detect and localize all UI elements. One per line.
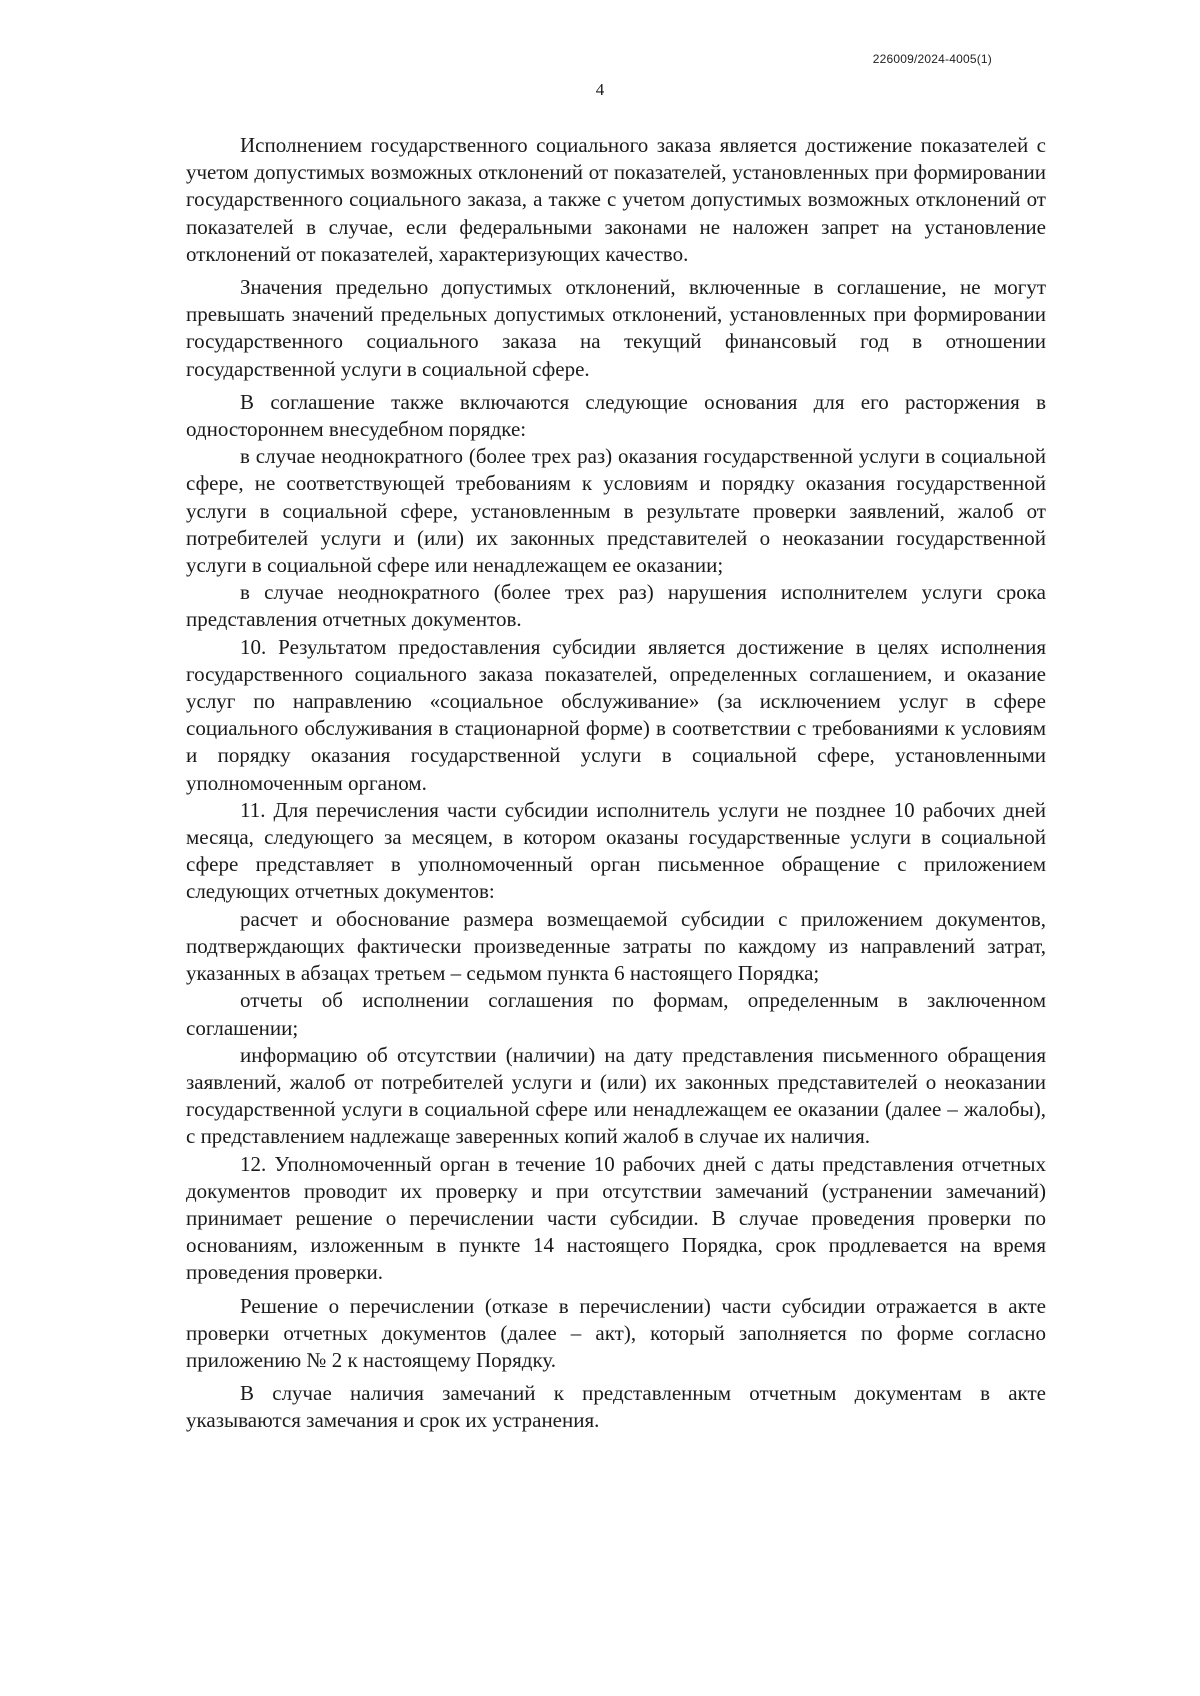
paragraph: расчет и обоснование размера возмещаемой субсидии с приложением документов, подтверждающих фактически произведенные затраты по каждому из направлений затрат, указанных в абзацах третьем – седьмом пункта 6 настоящего Порядка;	[186, 906, 1046, 986]
page-number: 4	[595, 80, 605, 99]
paragraph: В соглашение также включаются следующие основания для его расторжения в одностороннем внесудебном порядке:	[186, 389, 1046, 442]
paragraph: Исполнением государственного социального заказа является достижение показателей с учетом допустимых возможных отклонений от показателей, установленных при формировании государственного социального заказа, а также с учетом допустимых возможных отклонений от показателей в случае, если федеральными законами не наложен запрет на установление отклонений от показателей, характеризующих качество.	[186, 133, 1046, 266]
paragraph: 10. Результатом предоставления субсидии является достижение в целях исполнения государственного социального заказа показателей, определенных соглашением, и оказание услуг по направлению «социальное обслуживание» (за исключением услуг в сфере социального обслуживания в стационарной форме) в соответствии с требованиями к условиям и порядку оказания государственной услуги в социальной сфере, установленными уполномоченным органом.	[186, 634, 1046, 795]
paragraph: Решение о перечислении (отказе в перечислении) части субсидии отражается в акте проверки отчетных документов (далее – акт), который заполняется по форме согласно приложению № 2 к настоящему Порядку.	[186, 1293, 1046, 1372]
paragraph: отчеты об исполнении соглашения по формам, определенным в заключенном соглашении;	[186, 988, 1046, 1040]
paragraph: 11. Для перечисления части субсидии исполнитель услуги не позднее 10 рабочих дней месяца, следующего за месяцем, в котором оказаны государственные услуги в социальной сфере представляет в уполномоченный орган письменное обращение с приложением следующих отчетных документов:	[186, 797, 1046, 904]
document-body	[186, 132, 1046, 1435]
paragraph: Значения предельно допустимых отклонений, включенные в соглашение, не могут превышать значений предельных допустимых отклонений, установленных при формировании государственного социального заказа на текущий финансовый год в отношении государственной услуги в социальной сфере.	[186, 275, 1046, 381]
paragraph: В случае наличия замечаний к представленным отчетным документам в акте указываются замечания и срок их устранения.	[186, 1381, 1046, 1433]
paragraph: в случае неоднократного (более трех раз) нарушения исполнителем услуги срока представления отчетных документов.	[186, 580, 1046, 632]
paragraph: в случае неоднократного (более трех раз) оказания государственной услуги в социальной сфере, не соответствующей требованиям к условиям и порядку оказания государственной услуги в социальной сфере, установленным в результате проверки заявлений, жалоб от потребителей услуги и (или) их законных представителей о неоказании государственной услуги в социальной сфере или ненадлежащем ее оказании;	[186, 444, 1046, 578]
paragraph: 12. Уполномоченный орган в течение 10 рабочих дней с даты представления отчетных документов проводит их проверку и при отсутствии замечаний (устранении замечаний) принимает решение о перечислении части субсидии. В случае проведения проверки по основаниям, изложенным в пункте 14 настоящего Порядка, срок продлевается на время проведения проверки.	[186, 1151, 1046, 1285]
document-id: 226009/2024-4005(1)	[872, 52, 992, 66]
paragraph: информацию об отсутствии (наличии) на дату представления письменного обращения заявлений, жалоб от потребителей услуги и (или) их законных представителей о неоказании государственной услуги в социальной сфере или ненадлежащем ее оказании (далее – жалобы), с представлением надлежаще заверенных копий жалоб в случае их наличия.	[186, 1042, 1046, 1149]
